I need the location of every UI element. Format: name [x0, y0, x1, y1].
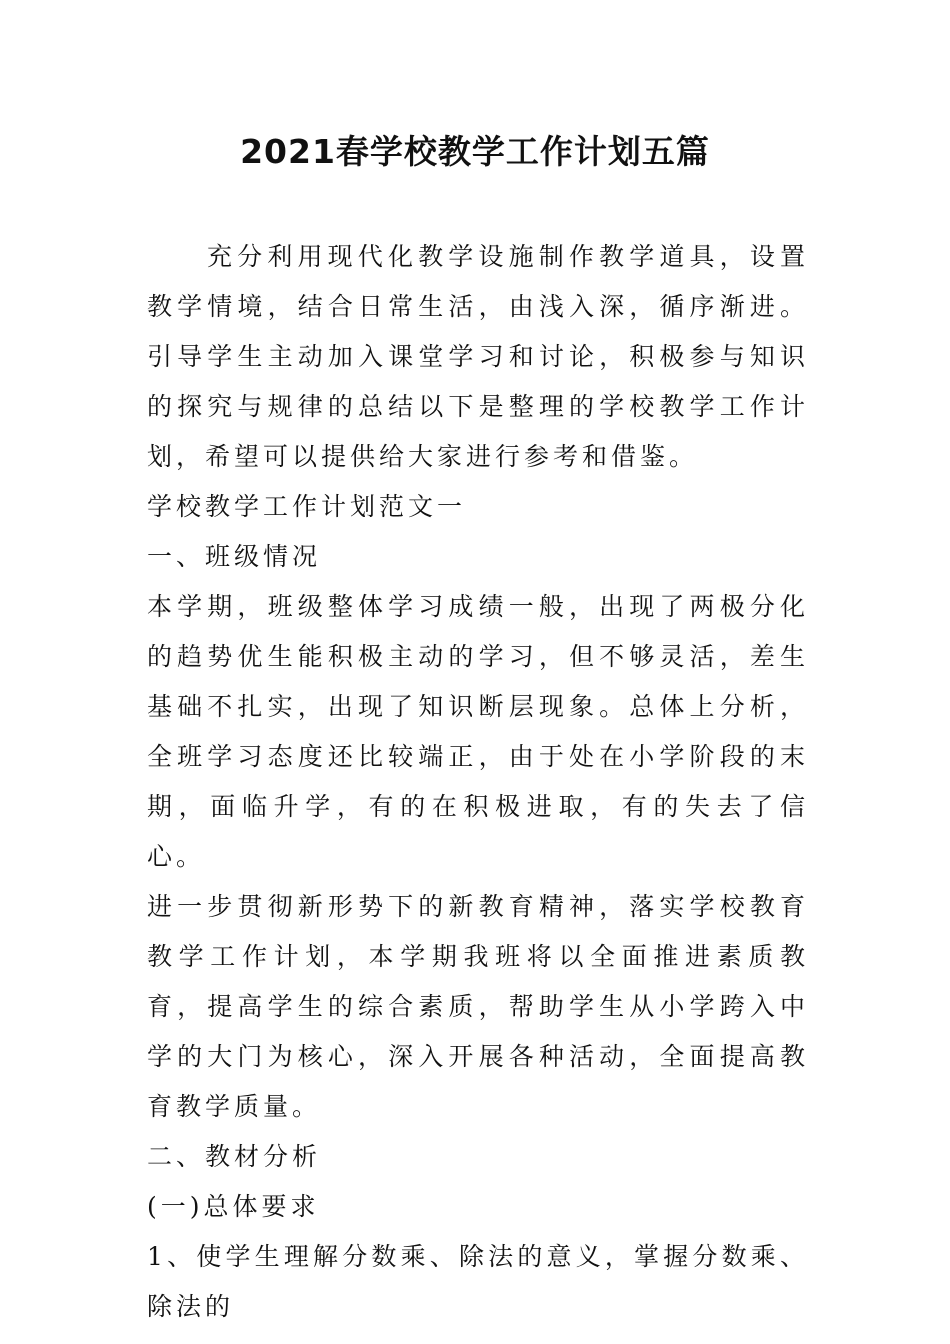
subsection-heading-general-requirements: (一)总体要求 [147, 1192, 320, 1221]
paragraph-intro: 充分利用现代化教学设施制作教学道具，设置教学情境，结合日常生活，由浅入深，循序渐进。引导学生主动加入课堂学习和讨论，积极参与知识的探究与规律的总结以下是整理的学校教学工作计划，希望可以提供给大家进行参考和借鉴。 [147, 242, 809, 471]
document-title: 2021春学校教学工作计划五篇 [240, 132, 710, 171]
paragraph-requirement-one: 1、使学生理解分数乘、除法的意义，掌握分数乘、除法的 [147, 1242, 809, 1321]
paragraph-plan-goal: 进一步贯彻新形势下的新教育精神，落实学校教育教学工作计划，本学期我班将以全面推进素质教育，提高学生的综合素质，帮助学生从小学跨入中学的大门为核心，深入开展各种活动，全面提高教育教学质量。 [147, 892, 809, 1121]
section-heading-class-situation: 一、班级情况 [147, 542, 322, 571]
document-body [147, 232, 809, 1332]
section-heading-textbook-analysis: 二、教材分析 [147, 1142, 322, 1171]
paragraph-class-situation: 本学期，班级整体学习成绩一般，出现了两极分化的趋势优生能积极主动的学习，但不够灵活，差生基础不扎实，出现了知识断层现象。总体上分析，全班学习态度还比较端正，由于处在小学阶段的末期，面临升学，有的在积极进取，有的失去了信心。 [147, 592, 809, 871]
section-heading-sample-one: 学校教学工作计划范文一 [147, 492, 467, 521]
